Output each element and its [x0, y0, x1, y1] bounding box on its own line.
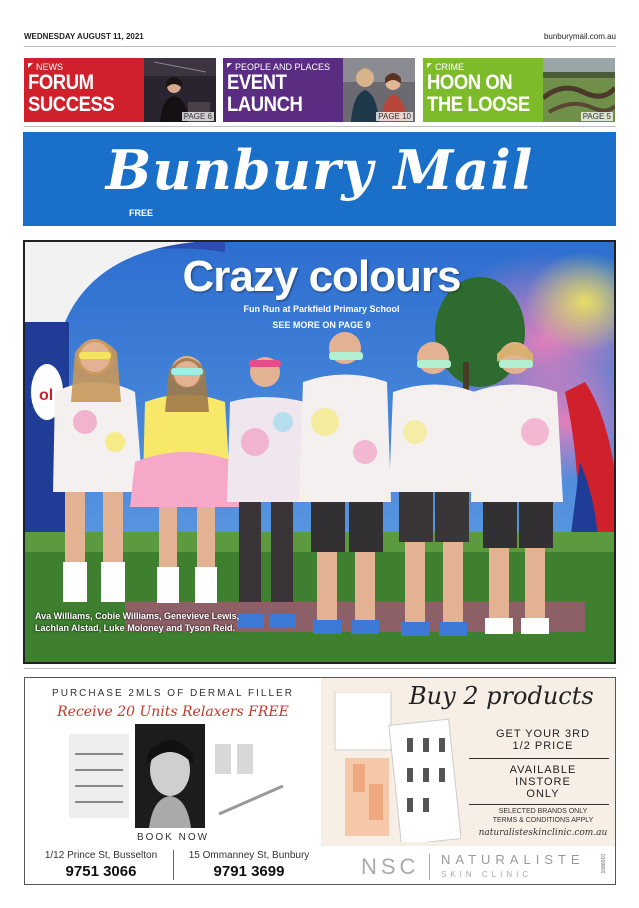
teaser-people-places[interactable] — [223, 58, 415, 122]
teaser-divider — [24, 126, 616, 127]
location-busselton — [31, 850, 171, 880]
top-bar — [24, 30, 616, 44]
website-link[interactable]: bunburymail.com.au — [543, 32, 616, 41]
teaser-headline: FORUM SUCCESS — [28, 71, 115, 116]
teaser-news[interactable] — [24, 58, 216, 122]
teaser-page: PAGE 10 — [378, 112, 411, 121]
ad-offer-script: Receive 20 Units Relaxers FREE — [57, 704, 289, 720]
promo-line-2: 1/2 PRICE — [512, 740, 574, 752]
cover-photo[interactable] — [23, 240, 616, 664]
promo-line-1: GET YOUR 3RD — [495, 728, 591, 740]
ad-divider — [24, 668, 616, 669]
photo-caption: Ava Williams, Cobie Williams, Genevieve Lewis, Lachlan Alstad, Luke Moloney and Tyson Reid. — [35, 611, 240, 633]
cover-headline: Crazy colours — [182, 252, 461, 301]
teaser-page: PAGE 6 — [183, 112, 212, 121]
cover-subhead: Fun Run at Parkfield Primary School — [243, 304, 400, 314]
price-label: FREE — [129, 208, 154, 218]
promo-rule — [469, 804, 609, 805]
phone[interactable]: 9751 3066 — [65, 863, 137, 880]
ad-code: 1686010 — [601, 854, 607, 874]
ad-offer-line: PURCHASE 2MLS OF DERMAL FILLER — [52, 688, 294, 699]
ad-skincare-products — [331, 692, 461, 842]
issue-date: WEDNESDAY AUGUST 11, 2021 — [24, 32, 144, 41]
teaser-people-label-block — [223, 58, 343, 122]
advertisement[interactable] — [24, 677, 616, 885]
masthead-title: Bunbury Mail — [105, 138, 534, 202]
teaser-news-label-block — [24, 58, 144, 122]
teaser-headline: HOON ON THE LOOSE — [427, 71, 530, 116]
clinic-website-link[interactable]: naturalisteskinclinic.com.au — [478, 828, 608, 838]
svg-text:ol: ol — [39, 387, 54, 404]
location-divider — [173, 850, 174, 880]
cover-cta-link[interactable]: SEE MORE ON PAGE 9 — [272, 320, 371, 330]
promo-script: Buy 2 products — [409, 682, 594, 710]
teaser-section: CRIME — [427, 62, 464, 72]
brand-name: NATURALISTE — [441, 852, 585, 867]
teaser-section: PEOPLE AND PLACES — [227, 62, 330, 72]
masthead[interactable] — [23, 132, 616, 226]
availability-3: ONLY — [526, 788, 560, 800]
brand-tagline: SKIN CLINIC — [441, 870, 533, 879]
book-now-button[interactable]: BOOK NOW — [136, 832, 210, 843]
address: 15 Ommanney St, Bunbury — [188, 850, 310, 861]
teaser-page: PAGE 5 — [582, 112, 611, 121]
brand-divider — [429, 854, 430, 880]
fine-print-1: SELECTED BRANDS ONLY — [498, 808, 588, 815]
teaser-crime[interactable] — [423, 58, 615, 122]
availability-2: INSTORE — [515, 776, 571, 788]
phone[interactable]: 9791 3699 — [213, 863, 285, 880]
ad-product-images — [69, 724, 289, 828]
brand-logo-short: NSC — [361, 854, 420, 879]
top-divider — [24, 46, 616, 47]
teaser-section: NEWS — [28, 62, 63, 72]
availability-1: AVAILABLE — [509, 764, 577, 776]
fine-print-2: TERMS & CONDITIONS APPLY — [492, 817, 594, 824]
location-bunbury — [179, 850, 319, 880]
teaser-headline: EVENT LAUNCH — [227, 71, 303, 116]
address: 1/12 Prince St, Busselton — [44, 850, 158, 861]
teaser-crime-label-block — [423, 58, 543, 122]
promo-rule — [469, 758, 609, 759]
